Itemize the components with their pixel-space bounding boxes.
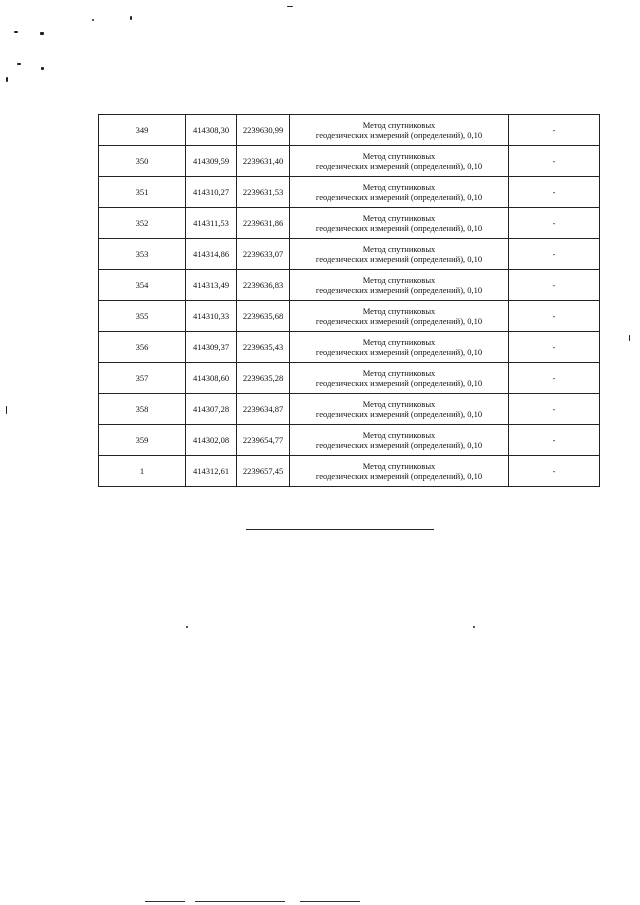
point-number-cell: 357 xyxy=(99,363,186,394)
scan-edge-mark xyxy=(195,901,285,902)
method-line-1: Метод спутниковых xyxy=(362,151,436,161)
point-number-cell: 1 xyxy=(99,456,186,487)
method-line-1: Метод спутниковых xyxy=(362,430,436,440)
method-cell xyxy=(290,146,509,177)
method-cell xyxy=(290,208,509,239)
method-line-2: геодезических измерений (определений), 0,10 xyxy=(315,223,483,233)
method-line-1: Метод спутниковых xyxy=(362,306,436,316)
y-coordinate-cell: 2239631,86 xyxy=(237,208,290,239)
method-line-1: Метод спутниковых xyxy=(362,213,436,223)
y-coordinate-cell: 2239631,53 xyxy=(237,177,290,208)
point-number-cell: 353 xyxy=(99,239,186,270)
y-coordinate-cell: 2239634,87 xyxy=(237,394,290,425)
method-line-2: геодезических измерений (определений), 0,10 xyxy=(315,471,483,481)
note-cell: - xyxy=(509,332,600,363)
y-coordinate-cell: 2239633,07 xyxy=(237,239,290,270)
method-line-2: геодезических измерений (определений), 0,10 xyxy=(315,285,483,295)
method-cell xyxy=(290,363,509,394)
note-cell: - xyxy=(509,177,600,208)
method-line-1: Метод спутниковых xyxy=(362,337,436,347)
x-coordinate-cell: 414307,28 xyxy=(186,394,237,425)
y-coordinate-cell: 2239635,68 xyxy=(237,301,290,332)
y-coordinate-cell: 2239631,40 xyxy=(237,146,290,177)
scan-speck xyxy=(186,626,188,628)
table-row xyxy=(99,332,600,363)
scan-speck xyxy=(6,77,8,82)
x-coordinate-cell: 414313,49 xyxy=(186,270,237,301)
method-line-1: Метод спутниковых xyxy=(362,461,436,471)
point-number-cell: 351 xyxy=(99,177,186,208)
note-cell: - xyxy=(509,239,600,270)
scan-speck xyxy=(14,31,18,33)
method-cell xyxy=(290,177,509,208)
y-coordinate-cell: 2239635,43 xyxy=(237,332,290,363)
table-row xyxy=(99,425,600,456)
method-line-2: геодезических измерений (определений), 0,10 xyxy=(315,378,483,388)
table-row xyxy=(99,115,600,146)
table-row xyxy=(99,301,600,332)
y-coordinate-cell: 2239636,83 xyxy=(237,270,290,301)
y-coordinate-cell: 2239635,28 xyxy=(237,363,290,394)
note-cell: - xyxy=(509,208,600,239)
scan-speck xyxy=(130,16,132,20)
scan-edge-mark xyxy=(300,901,360,902)
method-line-2: геодезических измерений (определений), 0,10 xyxy=(315,316,483,326)
x-coordinate-cell: 414308,60 xyxy=(186,363,237,394)
point-number-cell: 352 xyxy=(99,208,186,239)
table-row xyxy=(99,363,600,394)
note-cell: - xyxy=(509,146,600,177)
method-cell xyxy=(290,115,509,146)
method-cell xyxy=(290,332,509,363)
x-coordinate-cell: 414314,86 xyxy=(186,239,237,270)
method-cell xyxy=(290,456,509,487)
note-cell: - xyxy=(509,301,600,332)
table-row xyxy=(99,456,600,487)
table-row xyxy=(99,146,600,177)
x-coordinate-cell: 414302,08 xyxy=(186,425,237,456)
table-row xyxy=(99,239,600,270)
method-cell xyxy=(290,270,509,301)
table-row xyxy=(99,394,600,425)
method-line-1: Метод спутниковых xyxy=(362,368,436,378)
note-cell: - xyxy=(509,363,600,394)
scan-speck xyxy=(473,626,475,628)
point-number-cell: 354 xyxy=(99,270,186,301)
method-cell xyxy=(290,425,509,456)
note-cell: - xyxy=(509,115,600,146)
note-cell: - xyxy=(509,425,600,456)
coordinates-table-body xyxy=(99,115,600,487)
method-line-2: геодезических измерений (определений), 0,10 xyxy=(315,130,483,140)
note-cell: - xyxy=(509,456,600,487)
y-coordinate-cell: 2239630,99 xyxy=(237,115,290,146)
method-cell xyxy=(290,239,509,270)
scan-speck xyxy=(40,32,44,35)
table-row xyxy=(99,270,600,301)
separator-line xyxy=(246,529,434,530)
scan-speck xyxy=(17,63,21,65)
note-cell: - xyxy=(509,394,600,425)
x-coordinate-cell: 414310,27 xyxy=(186,177,237,208)
method-cell xyxy=(290,301,509,332)
x-coordinate-cell: 414310,33 xyxy=(186,301,237,332)
method-line-2: геодезических измерений (определений), 0,10 xyxy=(315,254,483,264)
method-line-1: Метод спутниковых xyxy=(362,120,436,130)
method-line-1: Метод спутниковых xyxy=(362,275,436,285)
point-number-cell: 355 xyxy=(99,301,186,332)
method-line-1: Метод спутниковых xyxy=(362,399,436,409)
method-cell xyxy=(290,394,509,425)
method-line-1: Метод спутниковых xyxy=(362,182,436,192)
method-line-2: геодезических измерений (определений), 0,10 xyxy=(315,192,483,202)
coordinates-table xyxy=(98,114,600,487)
point-number-cell: 358 xyxy=(99,394,186,425)
note-cell: - xyxy=(509,270,600,301)
method-line-2: геодезических измерений (определений), 0,10 xyxy=(315,440,483,450)
scan-edge-mark xyxy=(145,901,185,902)
scan-speck xyxy=(92,19,94,21)
point-number-cell: 356 xyxy=(99,332,186,363)
scan-speck xyxy=(629,335,630,341)
x-coordinate-cell: 414312,61 xyxy=(186,456,237,487)
scan-speck xyxy=(287,6,293,7)
x-coordinate-cell: 414308,30 xyxy=(186,115,237,146)
table-row xyxy=(99,208,600,239)
x-coordinate-cell: 414309,59 xyxy=(186,146,237,177)
y-coordinate-cell: 2239654,77 xyxy=(237,425,290,456)
y-coordinate-cell: 2239657,45 xyxy=(237,456,290,487)
method-line-2: геодезических измерений (определений), 0,10 xyxy=(315,161,483,171)
scan-speck xyxy=(41,67,44,70)
point-number-cell: 359 xyxy=(99,425,186,456)
table-row xyxy=(99,177,600,208)
point-number-cell: 350 xyxy=(99,146,186,177)
point-number-cell: 349 xyxy=(99,115,186,146)
x-coordinate-cell: 414309,37 xyxy=(186,332,237,363)
method-line-2: геодезических измерений (определений), 0,10 xyxy=(315,347,483,357)
method-line-1: Метод спутниковых xyxy=(362,244,436,254)
x-coordinate-cell: 414311,53 xyxy=(186,208,237,239)
scan-speck xyxy=(6,406,7,414)
method-line-2: геодезических измерений (определений), 0,10 xyxy=(315,409,483,419)
